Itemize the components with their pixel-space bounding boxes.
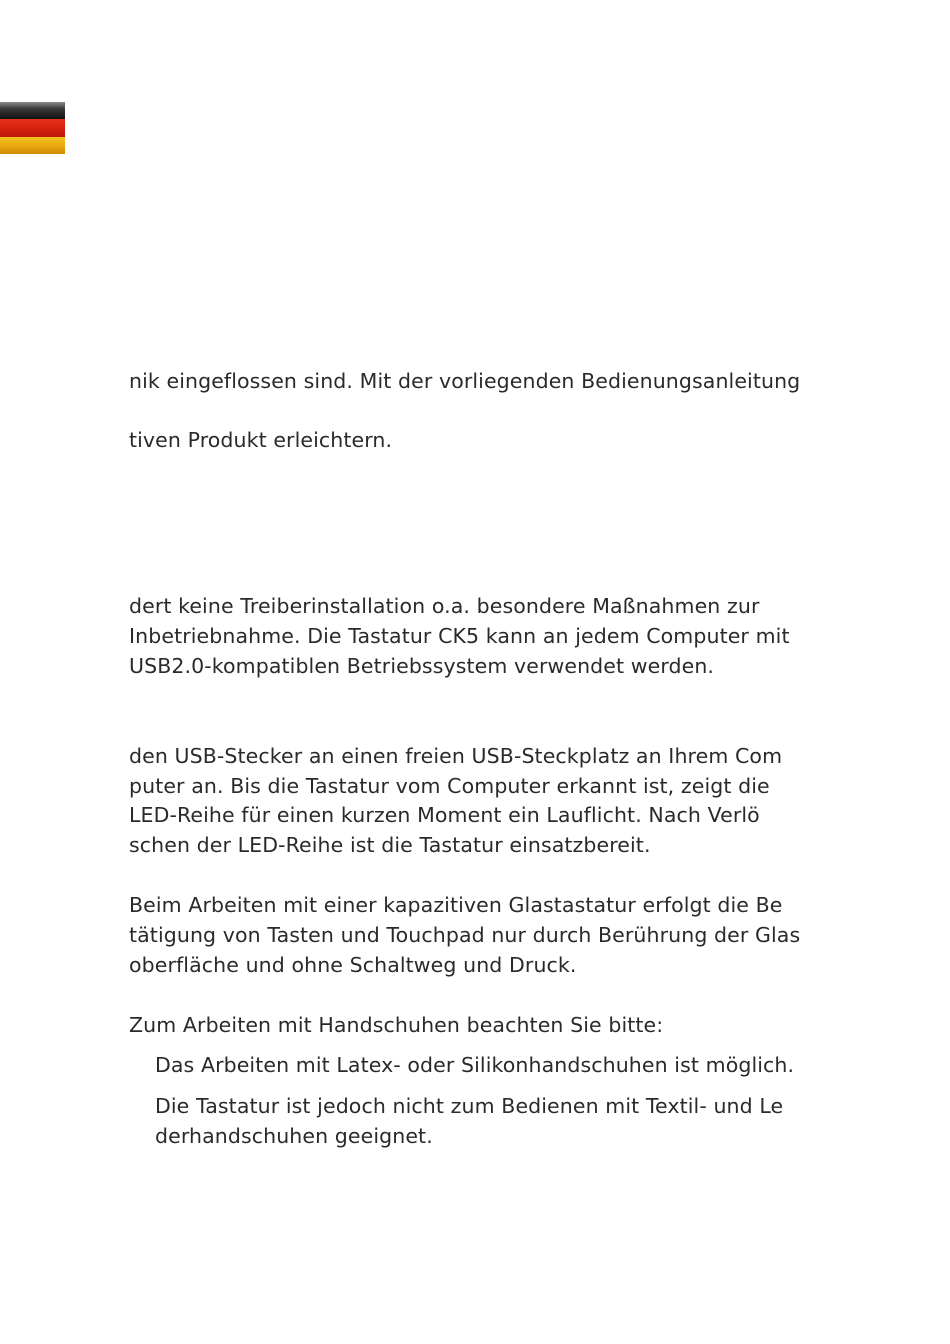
connection-line-1: den USB-Stecker an einen freien USB-Steckplatz an Ihrem Com [129, 744, 783, 768]
connection-line-4: schen der LED-Reihe ist die Tastatur einsatzbereit. [129, 833, 651, 857]
gloves-item-1: Das Arbeiten mit Latex- oder Silikonhandschuhen ist möglich. [155, 1053, 795, 1077]
german-flag-icon [0, 102, 65, 154]
installation-line-2: Inbetriebnahme. Die Tastatur CK5 kann an jedem Computer mit [129, 624, 790, 648]
flag-stripe-red [0, 119, 65, 136]
gloves-item-2-line-2: derhandschuhen geeignet. [155, 1124, 433, 1148]
gloves-intro: Zum Arbeiten mit Handschuhen beachten Sie bitte: [129, 1013, 664, 1037]
capacitive-line-2: tätigung von Tasten und Touchpad nur durch Berührung der Glas [129, 923, 801, 947]
intro-line-1: nik eingeflossen sind. Mit der vorliegenden Bedienungsanleitung [129, 369, 801, 393]
flag-stripe-black [0, 102, 65, 119]
flag-stripe-gold [0, 137, 65, 154]
intro-line-2: tiven Produkt erleichtern. [129, 428, 393, 452]
gloves-item-2-line-1: Die Tastatur ist jedoch nicht zum Bedienen mit Textil- und Le [155, 1094, 784, 1118]
installation-line-1: dert keine Treiberinstallation o.a. besondere Maßnahmen zur [129, 594, 760, 618]
installation-line-3: USB2.0-kompatiblen Betriebssystem verwendet werden. [129, 654, 715, 678]
capacitive-line-1: Beim Arbeiten mit einer kapazitiven Glastastatur erfolgt die Be [129, 893, 783, 917]
connection-line-3: LED-Reihe für einen kurzen Moment ein Lauflicht. Nach Verlö [129, 803, 760, 827]
capacitive-line-3: oberfläche und ohne Schaltweg und Druck. [129, 953, 577, 977]
connection-line-2: puter an. Bis die Tastatur vom Computer erkannt ist, zeigt die [129, 774, 770, 798]
